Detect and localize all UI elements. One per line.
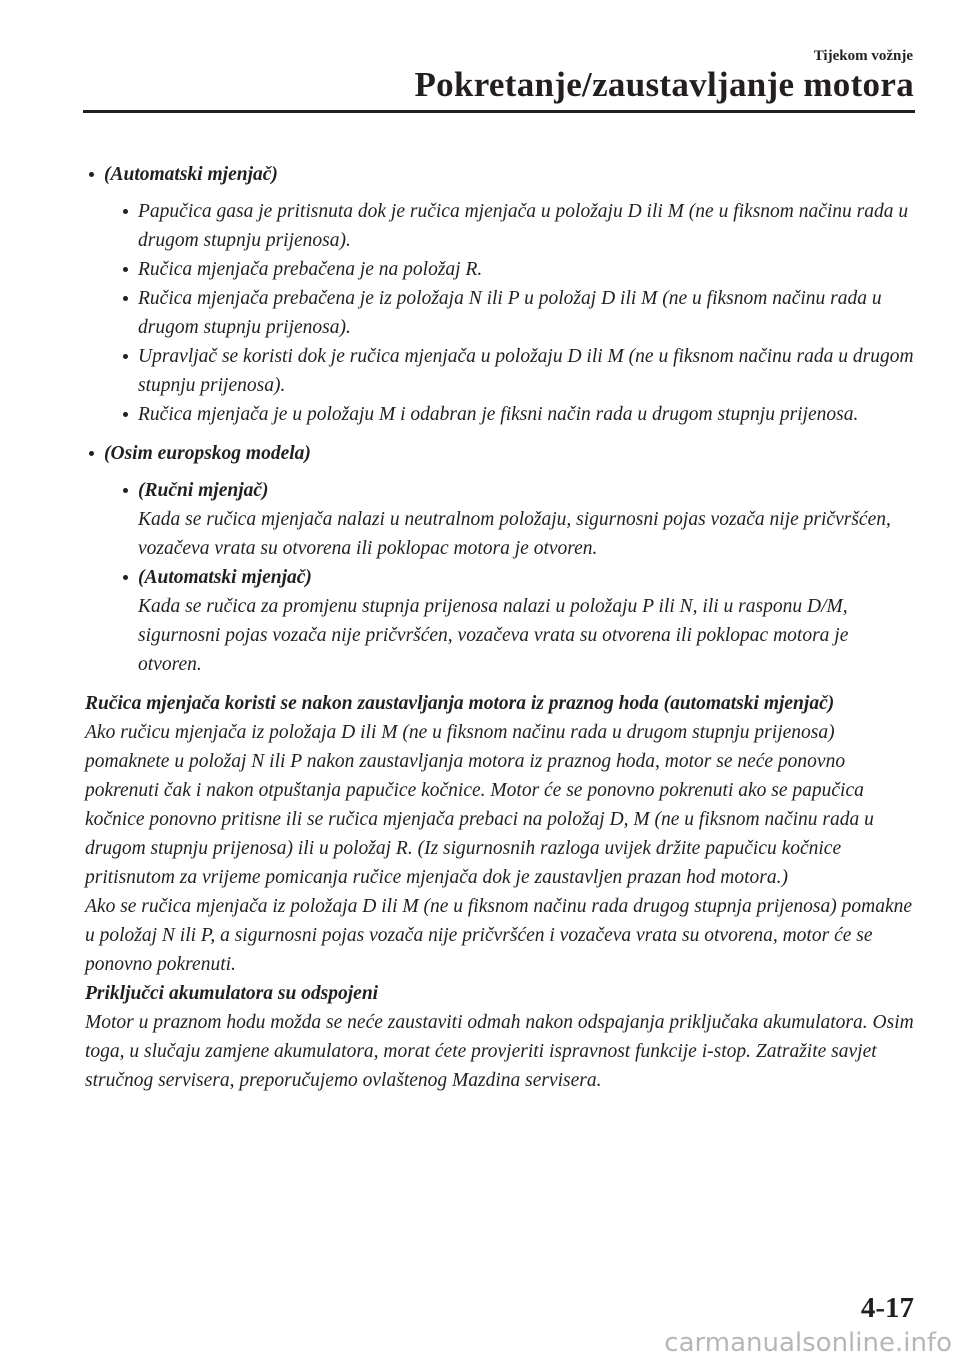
bullet-icon [123, 354, 128, 359]
list-item-heading: (Automatski mjenjač) [138, 567, 312, 588]
non-european-model-bullet [85, 439, 915, 679]
list-item-text: Kada se ručica za promjenu stupnja prijenosa nalazi u položaju P ili N, ili u rasponu D/M, sigurnosni pojas vozača nije pričvršćen, vozačeva vrata su otvorena ili poklopac motora je otvoren. [138, 596, 849, 675]
list-item [104, 563, 915, 679]
bullet-heading: (Automatski mjenjač) [104, 164, 278, 185]
automatic-transmission-bullet [85, 160, 915, 429]
paragraph: Ako ručicu mjenjača iz položaja D ili M (ne u fiksnom načinu rada u drugom stupnju prijenosa) pomaknete u položaj N ili P nakon zaustavljanja motora iz praznog hoda, motor se neće ponovno pokrenuti čak i nakon otpuštanja papučice kočnice. Motor će se ponovno pokrenuti ako se papučica kočnice ponovno pritisne ili se ručica mjenjača prebaci na položaj D, M (ne u fiksnom načinu rada u drugom stupnju prijenosa) ili u položaj R. (Iz sigurnosnih razloga uvijek držite papučicu kočnice pritisnutom za vrijeme pomicanja ručice mjenjača dok je zaustavljen prazan hod motora.) [85, 722, 874, 888]
header-divider [83, 110, 915, 113]
page-number: 4-17 [860, 1292, 914, 1324]
list-item-text: Ručica mjenjača prebačena je iz položaja N ili P u položaj D ili M (ne u fiksnom načinu rada u drugom stupnju prijenosa). [138, 288, 882, 338]
watermark: carmanualsonline.info [664, 1328, 952, 1358]
automatic-conditions-list [104, 197, 915, 429]
list-item-text: Kada se ručica mjenjača nalazi u neutralnom položaju, sigurnosni pojas vozača nije pričvršćen, vozačeva vrata su otvorena ili poklopac motora je otvoren. [138, 509, 891, 559]
bullet-icon [123, 296, 128, 301]
bullet-icon [123, 209, 128, 214]
list-item [104, 284, 915, 342]
non-european-conditions-list [104, 476, 915, 679]
list-item-text: Papučica gasa je pritisnuta dok je ručica mjenjača u položaju D ili M (ne u fiksnom načinu rada u drugom stupnju prijenosa). [138, 201, 909, 251]
list-item-heading: (Ručni mjenjač) [138, 480, 269, 501]
bullet-icon [123, 575, 128, 580]
list-item-text: Ručica mjenjača prebačena je na položaj R. [138, 259, 483, 280]
section-heading-battery: Priključci akumulatora su odspojeni [85, 983, 379, 1004]
list-item-text: Upravljač se koristi dok je ručica mjenjača u položaju D ili M (ne u fiksnom načinu rada u drugom stupnju prijenosa). [138, 346, 914, 396]
list-item [104, 197, 915, 255]
bullet-heading: (Osim europskog modela) [104, 443, 311, 464]
section-label: Tijekom vožnje [813, 48, 913, 64]
list-item [104, 255, 915, 284]
page-content [85, 160, 915, 1095]
bullet-icon [123, 488, 128, 493]
paragraph: Ako se ručica mjenjača iz položaja D ili M (ne u fiksnom načinu rada drugog stupnja prijenosa) pomakne u položaj N ili P, a sigurnosni pojas vozača nije pričvršćen i vozačeva vrata su otvorena, motor će se ponovno pokrenuti. [85, 896, 913, 975]
list-item-text: Ručica mjenjača je u položaju M i odabran je fiksni način rada u drugom stupnju prijenosa. [138, 404, 859, 425]
bullet-icon [89, 172, 94, 177]
list-item [104, 400, 915, 429]
section-heading-shift-lever: Ručica mjenjača koristi se nakon zaustavljanja motora iz praznog hoda (automatski mjenjač) [85, 693, 835, 714]
paragraph: Motor u praznom hodu možda se neće zaustaviti odmah nakon odspajanja priključaka akumulatora. Osim toga, u slučaju zamjene akumulatora, morat ćete provjeriti ispravnost funkcije i-stop. Zatražite savjet stručnog servisera, preporučujemo ovlaštenog Mazdina servisera. [85, 1012, 914, 1091]
list-item [104, 342, 915, 400]
chapter-title: Pokretanje/zaustavljanje motora [414, 65, 914, 104]
list-item [104, 476, 915, 563]
bullet-icon [123, 412, 128, 417]
bullet-icon [89, 451, 94, 456]
bullet-icon [123, 267, 128, 272]
